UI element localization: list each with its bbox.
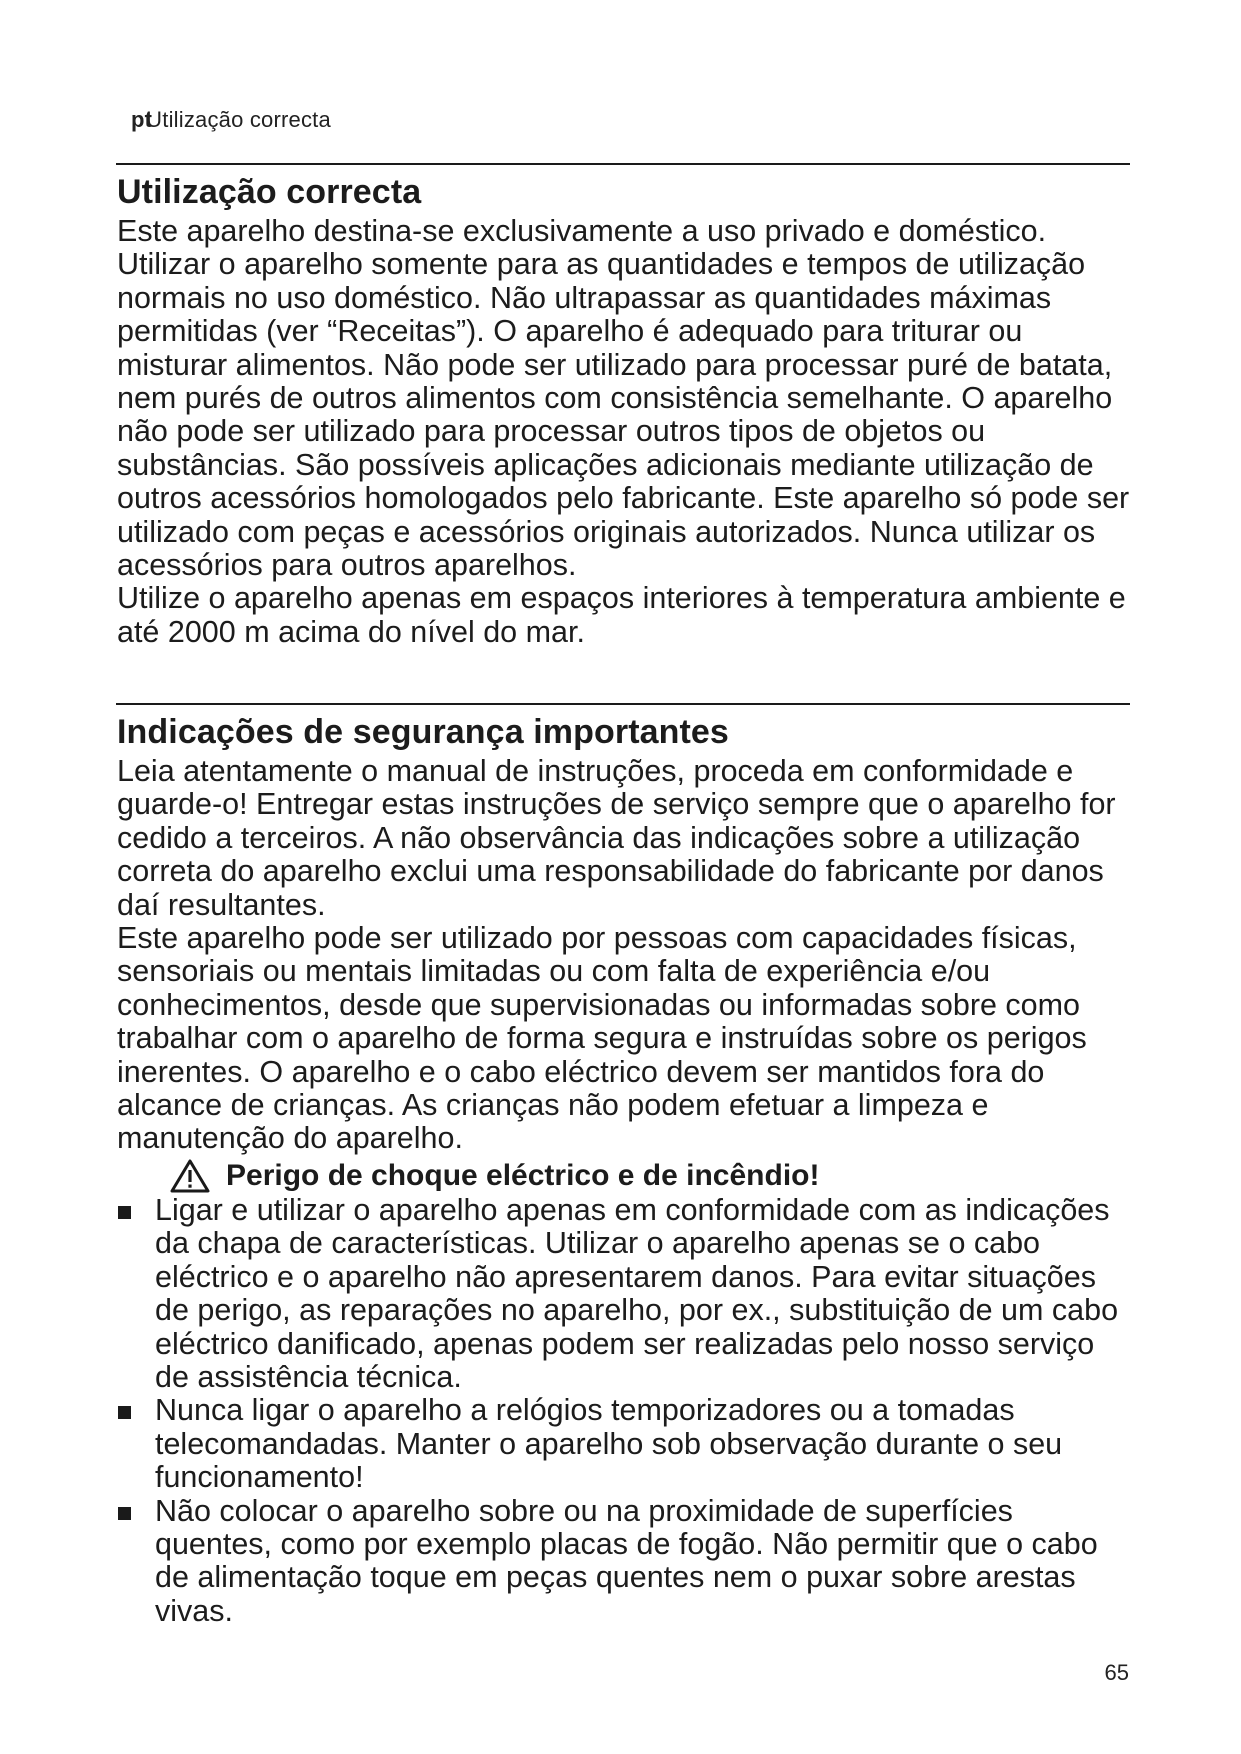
safety-paragraph-2: Este aparelho pode ser utilizado por pessoas com capacidades físicas, sensoriais ou mentais limitadas ou com falta de experiência e/ou conhecimentos, desde que supervisionadas ou informadas sobre como trabalhar com o aparelho de forma segura e instruídas sobre os perigos inerentes. O aparelho e o cabo eléctrico devem ser mantidos fora do alcance de crianças. As crianças não podem efetuar a limpeza e manutenção do aparelho. — [117, 921, 1087, 1156]
list-item — [116, 1194, 1130, 1394]
bullet-text: Ligar e utilizar o aparelho apenas em conformidade com as indicações da chapa de características. Utilizar o aparelho apenas se o cabo eléctrico e o aparelho não apresentarem danos. Para evitar situações de perigo, as reparações no aparelho, por ex., substituição de um cabo eléctrico danificado, apenas podem ser realizadas pelo nosso serviço de assistência técnica. — [155, 1192, 1119, 1394]
safety-bullet-list — [116, 1194, 1130, 1628]
warning-heading — [170, 1158, 1130, 1194]
section-divider — [116, 163, 1130, 165]
square-bullet-icon — [118, 1507, 131, 1520]
section-intended-use — [116, 163, 1130, 649]
square-bullet-icon — [118, 1206, 131, 1219]
list-item — [116, 1495, 1130, 1629]
list-item — [116, 1394, 1130, 1494]
bullet-text: Nunca ligar o aparelho a relógios temporizadores ou a tomadas telecomandadas. Manter o aparelho sob observação durante o seu funcionamento! — [155, 1393, 1063, 1495]
section-divider — [116, 703, 1130, 705]
warning-triangle-icon — [170, 1159, 210, 1193]
square-bullet-icon — [118, 1406, 131, 1419]
running-header — [131, 107, 331, 133]
language-code: pt — [131, 107, 153, 132]
intended-use-paragraph-2: Utilize o aparelho apenas em espaços interiores à temperatura ambiente e até 2000 m acima do nível do mar. — [117, 581, 1126, 649]
section-title-intended-use: Utilização correcta — [117, 173, 422, 211]
section-safety — [116, 703, 1130, 1628]
intended-use-paragraph-1: Este aparelho destina-se exclusivamente a uso privado e doméstico. Utilizar o aparelho somente para as quantidades e tempos de utilização normais no uso doméstico. Não ultrapassar as quantidades máximas permitidas (ver “Receitas”). O aparelho é adequado para triturar ou misturar alimentos. Não pode ser utilizado para processar puré de batata, nem purés de outros alimentos com consistência semelhante. O aparelho não pode ser utilizado para processar outros tipos de objetos ou substâncias. São possíveis aplicações adicionais mediante utilização de outros acessórios homologados pelo fabricante. Este aparelho só pode ser utilizado com peças e acessórios originais autorizados. Nunca utilizar os acessórios para outros aparelhos. — [117, 214, 1130, 583]
warning-title: Perigo de choque eléctrico e de incêndio! — [226, 1158, 820, 1192]
safety-paragraph-1: Leia atentamente o manual de instruções, proceda em conformidade e guarde-o! Entregar estas instruções de serviço sempre que o aparelho for cedido a terceiros. A não observância das indicações sobre a utilização correta do aparelho exclui uma responsabilidade do fabricante por danos daí resultantes. — [117, 754, 1116, 922]
bullet-text: Não colocar o aparelho sobre ou na proximidade de superfícies quentes, como por exemplo placas de fogão. Não permitir que o cabo de alimentação toque em peças quentes nem o puxar sobre arestas vivas. — [155, 1493, 1098, 1628]
section-title-safety: Indicações de segurança importantes — [117, 713, 729, 751]
page-number: 65 — [1104, 1660, 1129, 1685]
running-title: Utilização correcta — [146, 107, 331, 132]
